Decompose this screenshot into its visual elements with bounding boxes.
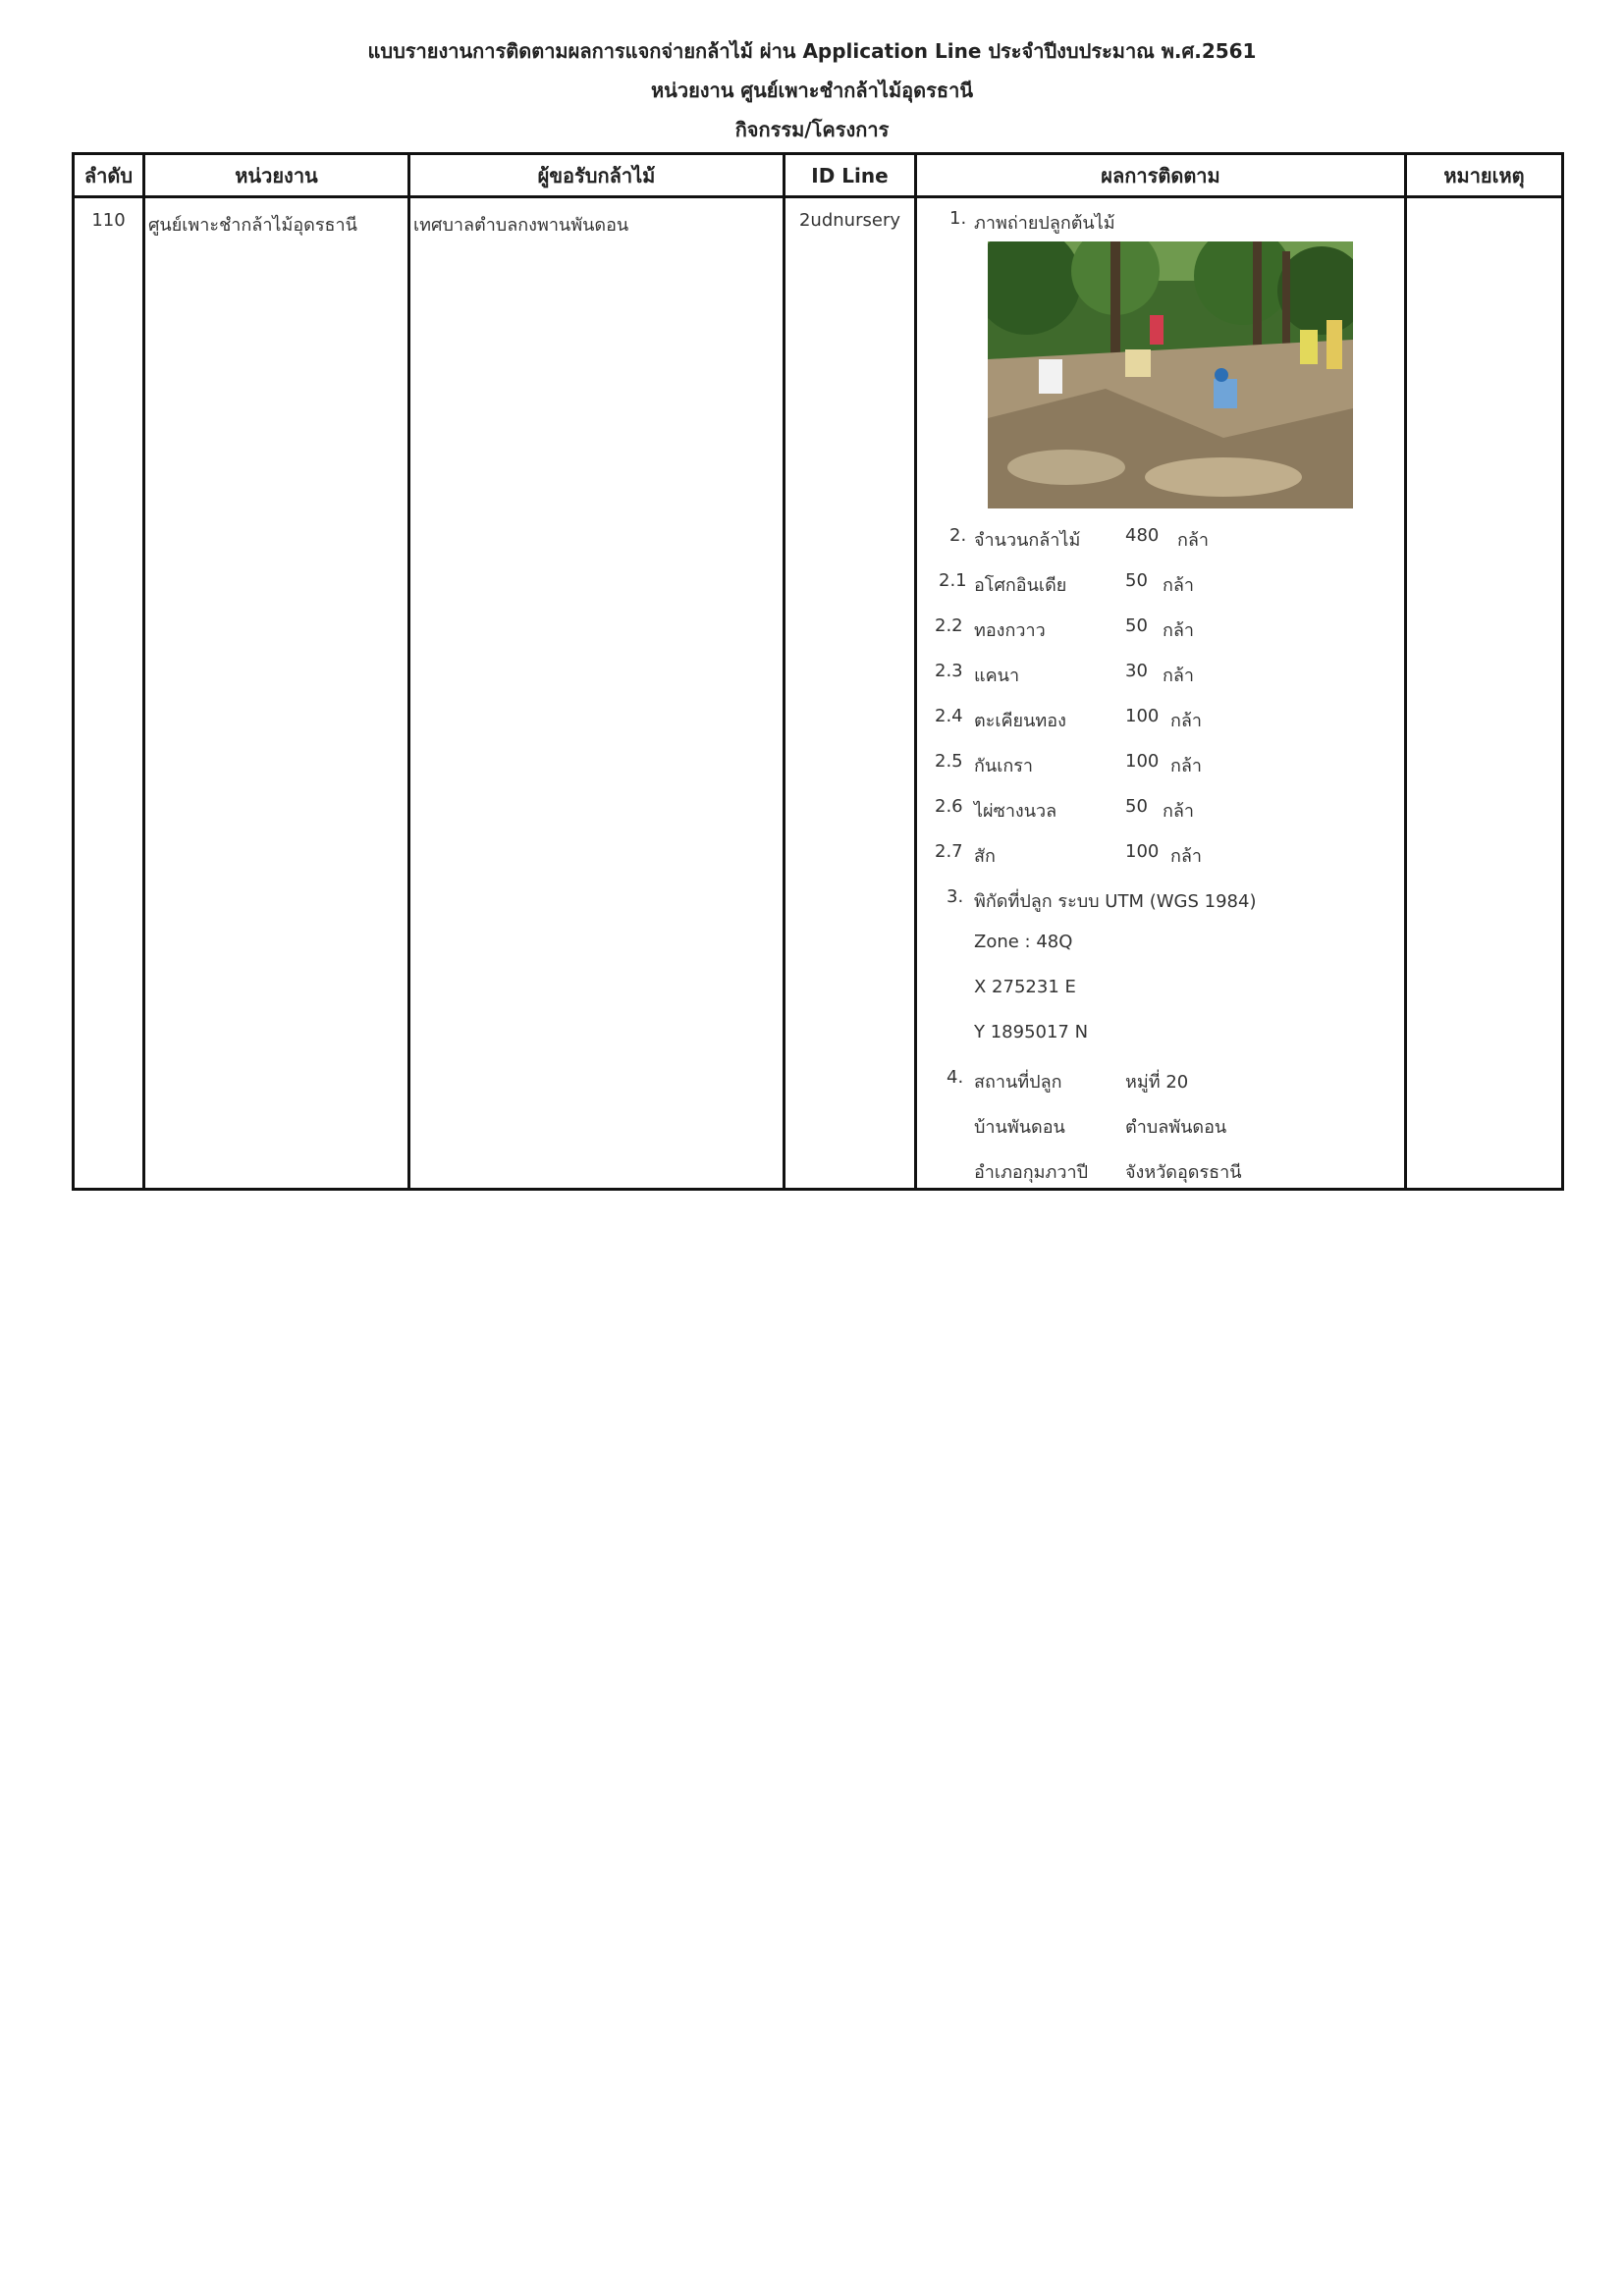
location-subdistrict: ตำบลพันดอน — [1125, 1117, 1227, 1138]
species-qty: 50 — [1125, 570, 1148, 591]
species-qty: 100 — [1125, 841, 1160, 862]
cell-id-line — [785, 197, 916, 1190]
requester-value: เทศบาลตำบลกงพานพันดอน — [413, 215, 629, 236]
header-requester: ผู้ขอรับกล้าไม้ — [409, 154, 785, 197]
coord-item-no: 3. — [947, 886, 964, 907]
count-item-label: จำนวนกล้าไม้ — [974, 530, 1081, 551]
species-no: 2.2 — [935, 615, 963, 636]
tree-planting-photo-svg — [988, 241, 1353, 508]
header-unit: หน่วยงาน — [144, 154, 409, 197]
location-province: จังหวัดอุดรธานี — [1125, 1162, 1242, 1183]
cell-remarks — [1406, 197, 1563, 1190]
id-line-value: 2udnursery — [798, 210, 900, 231]
count-value: 480 — [1125, 525, 1160, 546]
cell-seq — [74, 197, 144, 1190]
species-unit: กล้า — [1163, 575, 1195, 596]
species-no: 2.6 — [935, 796, 963, 817]
species-name: สัก — [974, 846, 996, 867]
species-qty: 30 — [1125, 661, 1148, 681]
species-name: ทองกวาว — [974, 620, 1046, 641]
count-item-no: 2. — [949, 525, 967, 546]
species-qty: 50 — [1125, 615, 1148, 636]
species-qty: 100 — [1125, 751, 1160, 772]
species-unit: กล้า — [1170, 756, 1203, 776]
header-results: ผลการติดตาม — [916, 154, 1406, 197]
header-remarks: หมายเหตุ — [1406, 154, 1563, 197]
species-no: 2.1 — [939, 570, 967, 591]
species-unit: กล้า — [1163, 666, 1195, 686]
species-no: 2.4 — [935, 706, 963, 726]
species-name: กันเกรา — [974, 756, 1034, 776]
location-item-no: 4. — [947, 1067, 964, 1088]
species-qty: 100 — [1125, 706, 1160, 726]
species-unit: กล้า — [1163, 620, 1195, 641]
location-village-no: หมู่ที่ 20 — [1125, 1072, 1189, 1093]
coord-zone: Zone : 48Q — [974, 932, 1073, 952]
coord-item-label: พิกัดที่ปลูก ระบบ UTM (WGS 1984) — [974, 891, 1257, 912]
species-name: อโศกอินเดีย — [974, 575, 1067, 596]
location-village: บ้านพันดอน — [974, 1117, 1065, 1138]
location-item-label: สถานที่ปลูก — [974, 1072, 1062, 1093]
header-seq: ลำดับ — [74, 154, 144, 197]
coord-x: X 275231 E — [974, 977, 1076, 997]
cell-results — [916, 197, 1406, 1190]
coord-y: Y 1895017 N — [974, 1022, 1089, 1042]
species-unit: กล้า — [1170, 711, 1203, 731]
table-row — [74, 197, 1563, 1190]
species-no: 2.7 — [935, 841, 963, 862]
report-title: แบบรายงานการติดตามผลการแจกจ่ายกล้าไม้ ผ่าน Application Line ประจำปีงบประมาณ พ.ศ.2561 — [367, 39, 1257, 63]
unit-value: ศูนย์เพาะชำกล้าไม้อุดรธานี — [148, 215, 357, 236]
table-header-row — [74, 154, 1563, 197]
tree-planting-photo — [988, 241, 1353, 508]
seq-value: 110 — [91, 210, 126, 231]
species-unit: กล้า — [1163, 801, 1195, 822]
header-id-line: ID Line — [785, 154, 916, 197]
report-unit-line: หน่วยงาน ศูนย์เพาะชำกล้าไม้อุดรธานี — [650, 79, 973, 102]
species-qty: 50 — [1125, 796, 1148, 817]
photo-item-label: ภาพถ่ายปลูกต้นไม้ — [974, 213, 1115, 234]
photo-item-no: 1. — [949, 208, 967, 229]
cell-requester — [409, 197, 785, 1190]
report-activity-line: กิจกรรม/โครงการ — [734, 118, 890, 141]
remarks-value — [1407, 198, 1561, 210]
tracking-table — [72, 152, 1564, 1191]
species-no: 2.3 — [935, 661, 963, 681]
species-name: แคนา — [974, 666, 1020, 686]
count-unit: กล้า — [1177, 530, 1210, 551]
results-block — [917, 198, 1404, 1188]
species-unit: กล้า — [1170, 846, 1203, 867]
cell-unit — [144, 197, 409, 1190]
species-name: ไผ่ซางนวล — [974, 801, 1057, 822]
species-name: ตะเคียนทอง — [974, 711, 1066, 731]
location-district: อำเภอกุมภวาปี — [974, 1162, 1089, 1183]
species-no: 2.5 — [935, 751, 963, 772]
